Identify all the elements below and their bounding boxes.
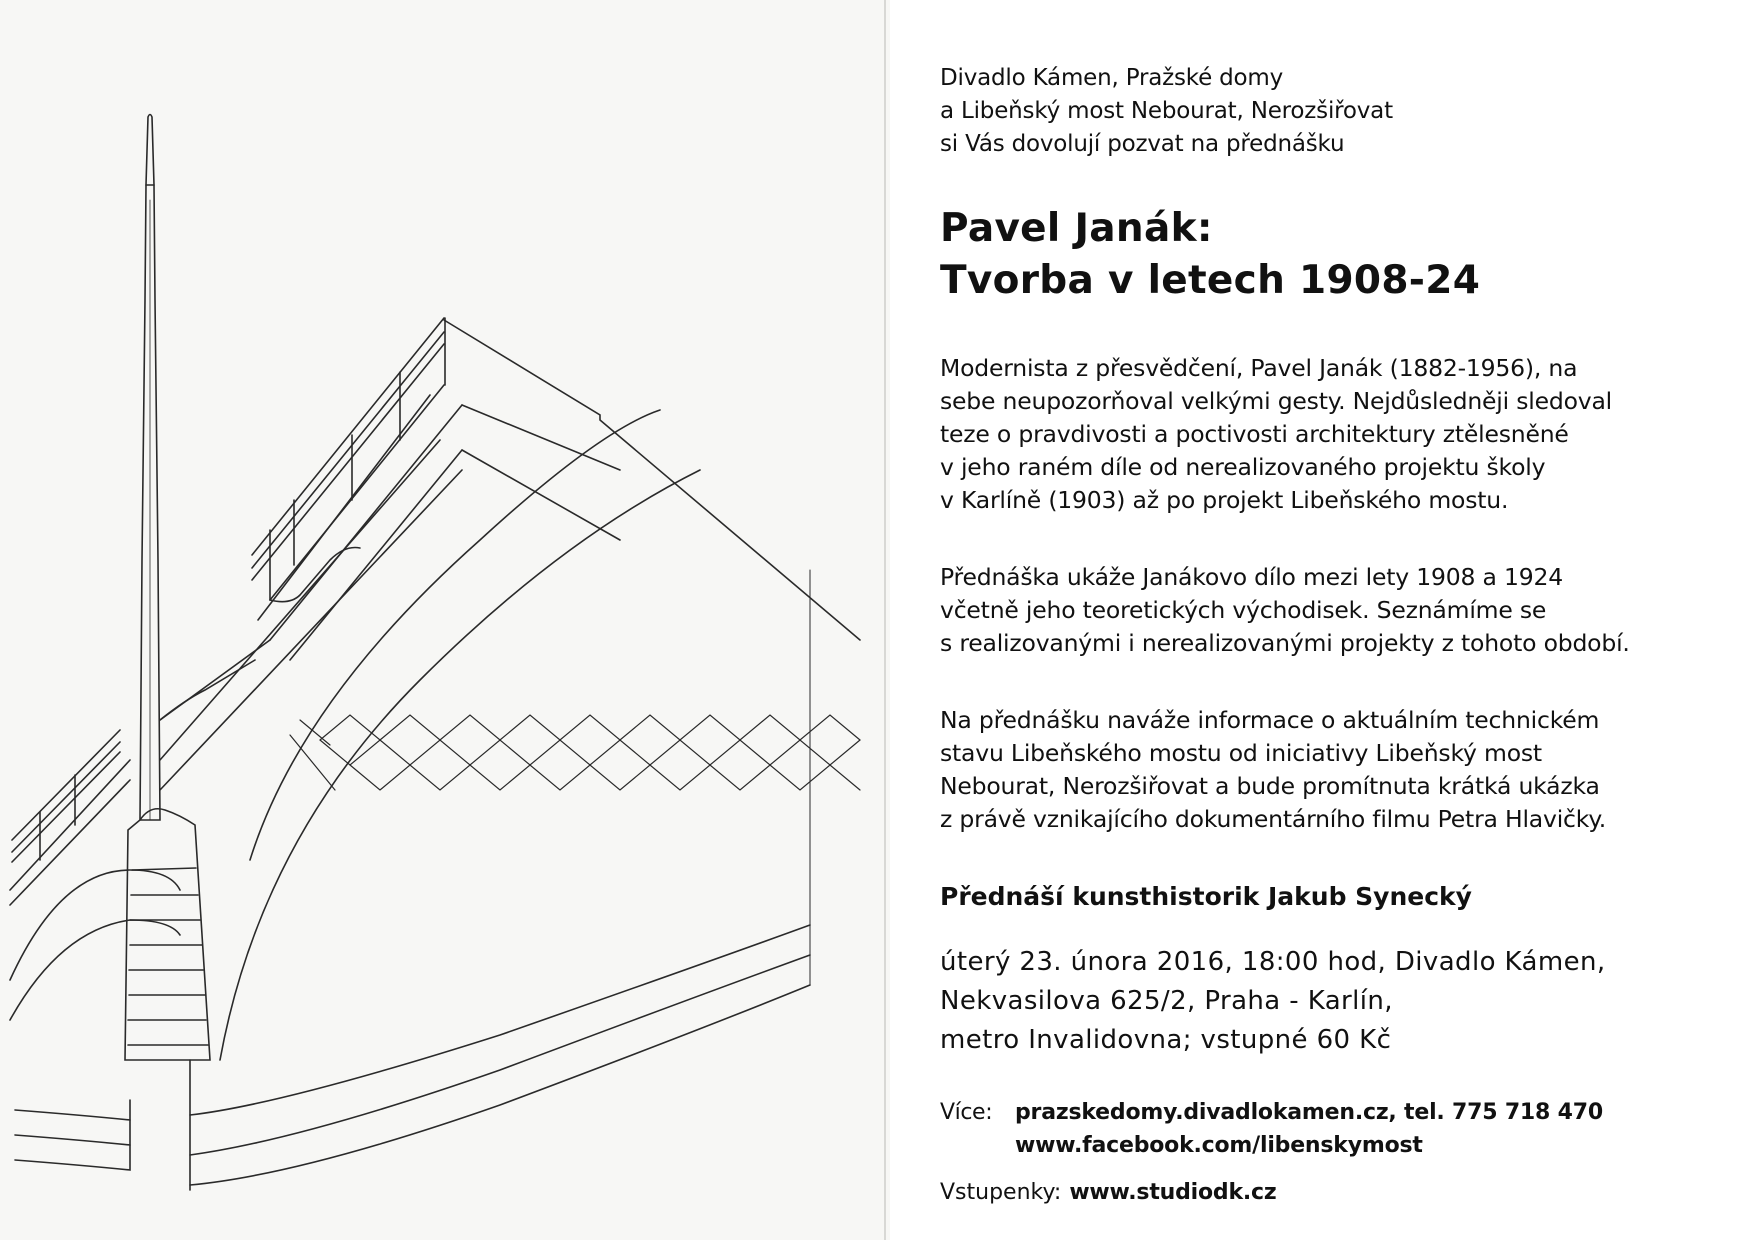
bridge-base [15,570,810,1190]
intro-line: si Vás dovolují pozvat na přednášku [940,131,1345,157]
invitation-text [940,62,1730,1209]
bridge-deck [10,320,860,905]
lecture-title [940,203,1730,307]
contacts [940,1096,1730,1209]
bridge-mast [140,115,160,821]
event-line: úterý 23. února 2016, 18:00 hod, Divadlo Kámen, [940,947,1606,977]
bridge-railing [12,318,445,862]
description-paragraph [940,704,1730,836]
event-details [940,943,1730,1060]
title-line: Pavel Janák: [940,206,1213,251]
intro-line: a Libeňský most Nebourat, Nerozšiřovat [940,98,1393,124]
paragraph-line: v jeho raném díle od nerealizovaného projektu školy [940,453,1546,481]
tickets-row [940,1176,1730,1209]
title-line: Tvorba v letech 1908-24 [940,258,1481,303]
description-paragraph [940,561,1730,660]
tickets-label: Vstupenky: [940,1180,1062,1205]
speaker: Přednáší kunsthistorik Jakub Synecký [940,882,1472,911]
more-info-row [940,1129,1730,1162]
paragraph-line: z právě vznikajícího dokumentárního filmu Petra Hlavičky. [940,805,1606,833]
event-line: metro Invalidovna; vstupné 60 Kč [940,1025,1392,1055]
bridge-arches [10,410,700,1060]
facebook-link[interactable]: www.facebook.com/libenskymost [1015,1133,1423,1158]
intro-block [940,62,1730,161]
intro-line: Divadlo Kámen, Pražské domy [940,65,1284,91]
paragraph-line: včetně jeho teoretických východisek. Seznámíme se [940,596,1547,624]
bridge-lattice [290,715,860,790]
paragraph-line: teze o pravdivosti a poctivosti architektury ztělesněné [940,420,1569,448]
bridge-pier [125,809,210,1060]
paragraph-line: Na přednášku naváže informace o aktuálním technickém [940,706,1600,734]
tickets-link[interactable]: www.studiodk.cz [1069,1180,1277,1205]
label-spacer [940,1129,1015,1162]
paragraph-line: s realizovanými i nerealizovanými projekty z tohoto období. [940,629,1630,657]
paragraph-line: Přednáška ukáže Janákovo dílo mezi lety 1908 a 1924 [940,563,1564,591]
paragraph-line: Nebourat, Nerozšiřovat a bude promítnuta krátká ukázka [940,772,1600,800]
paragraph-line: Modernista z přesvědčení, Pavel Janák (1882-1956), na [940,354,1578,382]
paragraph-line: v Karlíně (1903) až po projekt Libeňského mostu. [940,486,1509,514]
more-info-website-phone[interactable]: prazskedomy.divadlokamen.cz, tel. 775 718 470 [1015,1100,1603,1125]
paragraph-line: sebe neupozorňoval velkými gesty. Nejdůsledněji sledoval [940,387,1612,415]
description-paragraph [940,352,1730,517]
more-info-label: Více: [940,1100,993,1125]
paragraph-line: stavu Libeňského mostu od iniciativy Libeňský most [940,739,1542,767]
more-info-row [940,1096,1730,1129]
event-line: Nekvasilova 625/2, Praha - Karlín, [940,986,1393,1016]
